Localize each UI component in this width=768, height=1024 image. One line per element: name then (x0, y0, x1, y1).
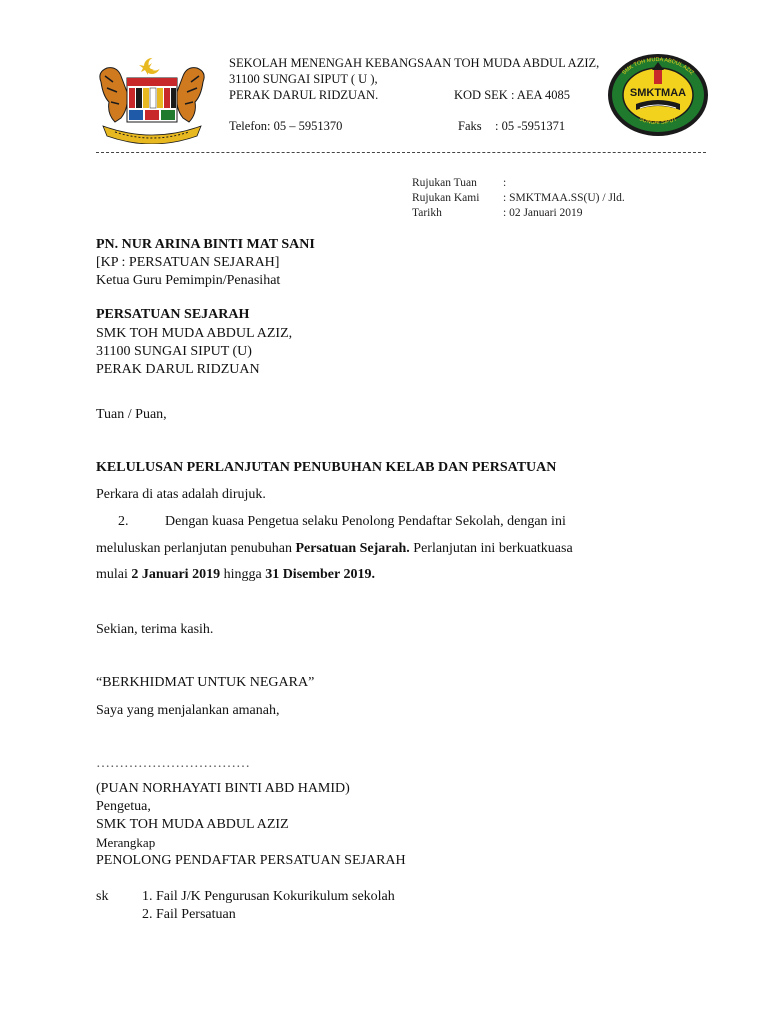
signer-registrar: PENOLONG PENDAFTAR PERSATUAN SEJARAH (96, 853, 406, 868)
school-code: KOD SEK : AEA 4085 (454, 88, 570, 102)
logo-text: SMKTMAA (629, 87, 687, 99)
club-name: Persatuan Sejarah. (295, 541, 410, 556)
ref-kami-label: Rujukan Kami (412, 192, 480, 204)
coat-of-arms-icon (93, 52, 211, 144)
salutation: Tuan / Puan, (96, 407, 167, 422)
signer-name: (PUAN NORHAYATI BINTI ABD HAMID) (96, 781, 350, 796)
address-line-1: 31100 SUNGAI SIPUT ( U ), (229, 72, 378, 86)
fax-label: Faks (458, 119, 482, 133)
signer-school: SMK TOH MUDA ABDUL AZIZ (96, 817, 289, 832)
recipient-state: PERAK DARUL RIDZUAN (96, 362, 260, 377)
trust-line: Saya yang menjalankan amanah, (96, 703, 280, 718)
logo-ring-top: SMK TOH MUDA ABDUL AZIZ (621, 56, 695, 77)
recipient-role: Ketua Guru Pemimpin/Penasihat (96, 273, 281, 288)
letter-subject: KELULUSAN PERLANJUTAN PENUBUHAN KELAB DAN PERSATUAN (96, 460, 557, 475)
paragraph-2-line-1: Dengan kuasa Pengetua selaku Penolong Pendaftar Sekolah, dengan ini (165, 514, 566, 529)
signer-also: Merangkap (96, 835, 156, 850)
paragraph-2-line-3: mulai 2 Januari 2019 hingga 31 Disember 2019. (96, 567, 375, 582)
logo-ring-bottom: SUNGAI SIPUT (638, 116, 678, 127)
header-divider (96, 152, 706, 153)
end-date: 31 Disember 2019. (265, 567, 375, 582)
recipient-name: PN. NUR ARINA BINTI MAT SANI (96, 237, 315, 252)
ref-tuan-label: Rujukan Tuan (412, 177, 477, 189)
school-name: SEKOLAH MENENGAH KEBANGSAAN TOH MUDA ABDUL AZIZ, (229, 56, 600, 70)
paragraph-1: Perkara di atas adalah dirujuk. (96, 487, 266, 502)
school-logo-icon (606, 52, 710, 138)
signer-title: Pengetua, (96, 799, 151, 814)
motto: “BERKHIDMAT UNTUK NEGARA” (96, 675, 315, 690)
ref-tuan-value: : (503, 177, 507, 189)
cc-item: 1. Fail J/K Pengurusan Kokurikulum sekolah (142, 889, 395, 904)
ref-kami-value: : SMKTMAA.SS(U) / Jld. (503, 192, 625, 204)
recipient-town: 31100 SUNGAI SIPUT (U) (96, 344, 252, 359)
phone-number: Telefon: 05 – 5951370 (229, 119, 343, 133)
recipient-school: SMK TOH MUDA ABDUL AZIZ, (96, 326, 293, 341)
recipient-org: PERSATUAN SEJARAH (96, 307, 250, 322)
paragraph-2-number: 2. (118, 514, 129, 529)
fax-number: : 05 -5951371 (495, 119, 566, 133)
recipient-kp: [KP : PERSATUAN SEJARAH] (96, 255, 280, 270)
start-date: 2 Januari 2019 (131, 567, 221, 582)
cc-item: 2. Fail Persatuan (142, 907, 236, 922)
date-label: Tarikh (412, 207, 442, 219)
closing: Sekian, terima kasih. (96, 622, 214, 637)
paragraph-2-line-2: meluluskan perlanjutan penubuhan Persatuan Sejarah. Perlanjutan ini berkuatkuasa (96, 541, 573, 556)
address-line-2: PERAK DARUL RIDZUAN. (229, 88, 379, 102)
cc-label: sk (96, 889, 109, 904)
signature-line: …………………………… (96, 756, 250, 771)
date-value: : 02 Januari 2019 (503, 207, 583, 219)
